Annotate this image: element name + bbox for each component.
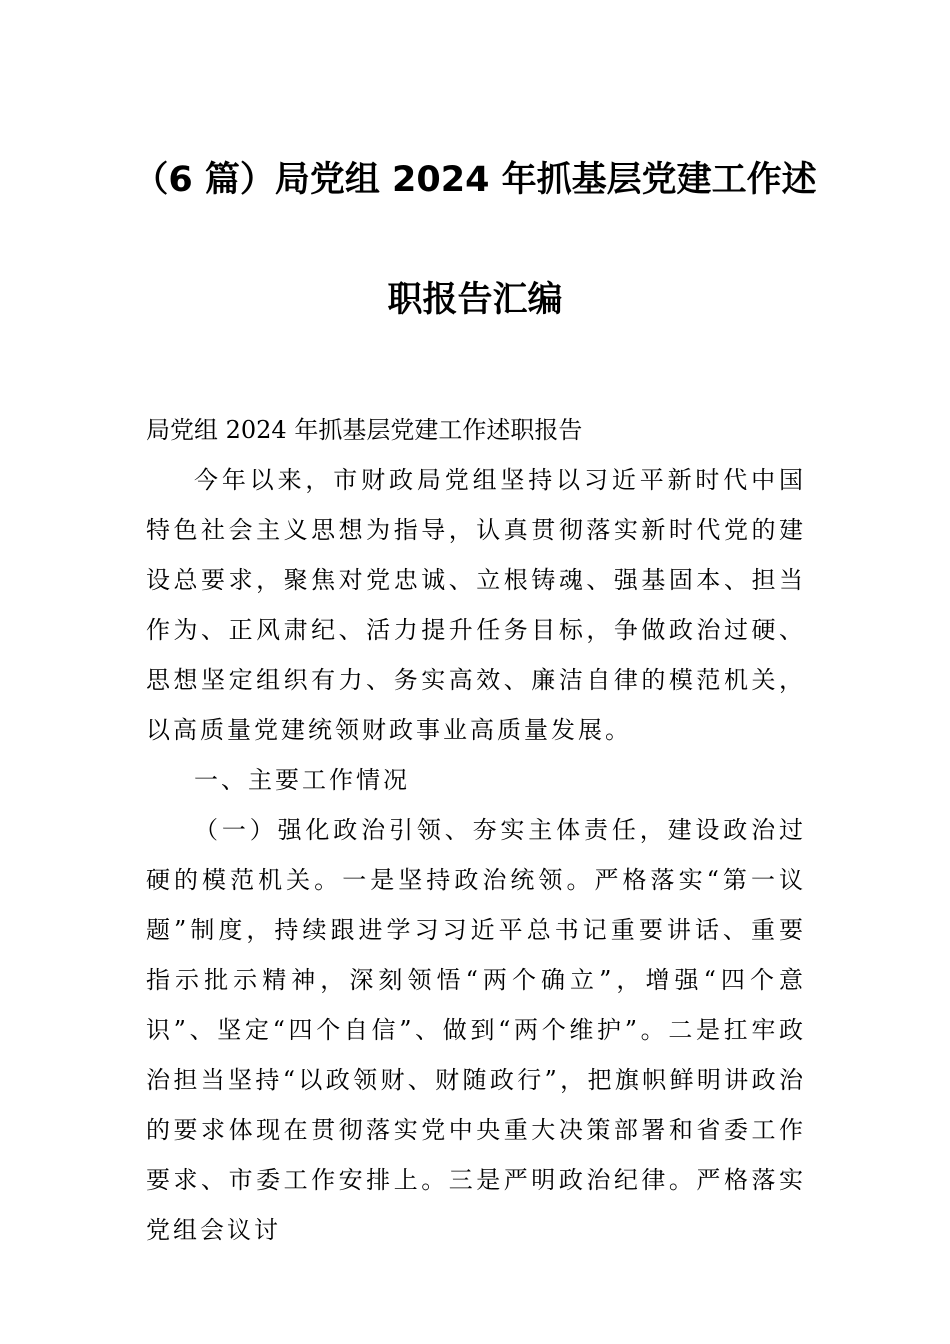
document-title-line-2: 职报告汇编 (387, 280, 563, 320)
report-subtitle: 局党组 2024 年抓基层党建工作述职报告 (146, 416, 583, 444)
section-heading-main-work: 一、主要工作情况 (194, 766, 410, 794)
document-title-line-1: （6 篇）局党组 2024 年抓基层党建工作述 (133, 160, 817, 200)
paragraph-intro: 今年以来，市财政局党组坚持以习近平新时代中国特色社会主义思想为指导，认真贯彻落实新时代党的建设总要求，聚焦对党忠诚、立根铸魂、强基固本、担当作为、正风肃纪、活力提升任务目标，争做政治过硬、思想坚定组织有力、务实高效、廉洁自律的模范机关，以高质量党建统领财政事业高质量发展。 (146, 466, 806, 744)
paragraph-political-leadership: （一）强化政治引领、夯实主体责任，建设政治过硬的模范机关。一是坚持政治统领。严格落实“第一议题”制度，持续跟进学习习近平总书记重要讲话、重要指示批示精神，深刻领悟“两个确立”，增强“四个意识”、坚定“四个自信”、做到“两个维护”。二是扛牢政治担当坚持“以政领财、财随政行”，把旗帜鲜明讲政治的要求体现在贯彻落实党中央重大决策部署和省委工作要求、市委工作安排上。三是严明政治纪律。严格落实党组会议讨 (146, 816, 806, 1244)
body-text (146, 455, 806, 1255)
